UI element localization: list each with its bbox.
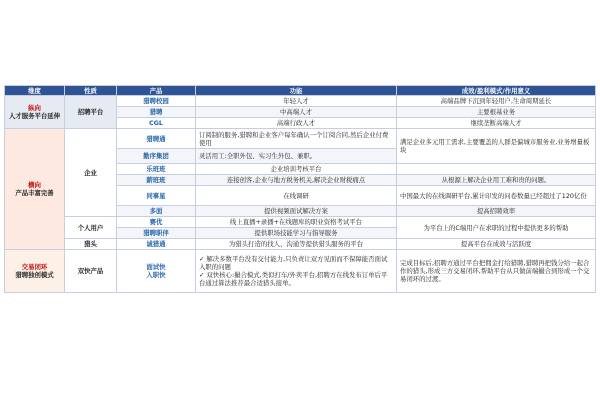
function-cell: 线上直播+录播+在线题库的职业资格考试平台 [196, 217, 397, 228]
product-cell: 猎聘职伴 [117, 228, 196, 239]
product-cell [117, 250, 196, 293]
function-cell: 中高端人才 [196, 107, 397, 118]
function-cell: 连接创客,企业与地方税务机关,解决企业财税痛点 [196, 175, 397, 186]
function-cell: 高端行政人才 [196, 118, 397, 129]
function-point-2: ✓ 双快核心:撮合模式,类似打车/外卖平台,招聘方在线发布订单后平台通过算法推荐最合适猎头接单。 [199, 271, 388, 287]
results-table [4, 85, 596, 293]
product-cell: 多面 [117, 206, 196, 217]
function-cell: 年轻人才 [196, 96, 397, 107]
header-function: 功能 [196, 86, 397, 96]
product-cell: 赛优 [117, 217, 196, 228]
outcome-cell: 继续垄断高端人才 [397, 118, 596, 129]
outcome-cell: 为平台上的C端用户在求职的过程中提供更多的帮助 [397, 217, 596, 239]
product-interview-fast: 面试快 [146, 263, 166, 271]
function-point-1: ✓ 解决多数平台没有交付能力,只负责让双方见面而不保障能否面试入职的问题 [199, 255, 388, 271]
product-cell: 勤序集团 [117, 149, 196, 164]
product-cell: 诚猎通 [117, 239, 196, 250]
outcome-cell: 提高招聘效率 [397, 206, 596, 217]
header-dimension: 维度 [5, 86, 65, 96]
nature-individual-user: 个人用户 [65, 217, 117, 239]
dimension-closed-loop [5, 250, 65, 293]
outcome-cell: 主要根基业务 [397, 107, 596, 118]
product-onboard-fast: 入职快 [146, 271, 166, 279]
outcome-cell: 高端品牌下沉到年轻用户,生命周期延长 [397, 96, 596, 107]
outcome-cell: 中国最大的在线调研平台,累计印发的问卷数量已经超过了120亿份 [397, 186, 596, 206]
table-row [5, 129, 596, 149]
results-table-container [4, 85, 595, 293]
nature-double-fast: 双快产品 [65, 250, 117, 293]
product-cell: 薪班班 [117, 175, 196, 186]
dimension-title: 纵向 [28, 104, 41, 112]
dimension-subtitle: 产品丰富完善 [15, 189, 54, 197]
product-cell: 同事星 [117, 186, 196, 206]
table-row [5, 96, 596, 107]
dimension-horizontal [5, 129, 65, 250]
header-nature: 性质 [65, 86, 117, 96]
outcome-cell: 满足企业多元用工需求,主要覆盖的人群是偏城市服务业,业务增量板块 [397, 129, 596, 164]
function-cell: 企业培训考核平台 [196, 164, 397, 175]
header-outcome: 成效/盈利模式/作用意义 [397, 86, 596, 96]
function-cell [196, 250, 397, 293]
table-header-row [5, 86, 596, 96]
dimension-title: 横向 [28, 181, 41, 189]
function-cell: 在线调研 [196, 186, 397, 206]
outcome-cell: 从根源上解决企业用工难和贵的问题。 [397, 175, 596, 186]
outcome-cell: 提高平台在成效与活跃度 [397, 239, 596, 250]
table-row [5, 250, 596, 293]
product-cell: 乐班班 [117, 164, 196, 175]
header-product: 产品 [117, 86, 196, 96]
table-row [5, 217, 596, 228]
dimension-title: 交易闭环 [21, 263, 48, 271]
nature-headhunter: 猎头 [65, 239, 117, 250]
dimension-subtitle: 人才服务平台延伸 [8, 112, 61, 120]
function-cell: 提供职场技能学习与指导服务 [196, 228, 397, 239]
function-cell: 灵活用工:全职外包、实习生外包、兼职。 [196, 149, 397, 164]
function-cell: 为猎头打造的找人、沟通等提供猎头服务的平台 [196, 239, 397, 250]
product-cell: 猎聘 [117, 107, 196, 118]
dimension-vertical [5, 96, 65, 129]
product-cell: 猎聘通 [117, 129, 196, 149]
product-cell: 猎聘校园 [117, 96, 196, 107]
nature-recruit-platform: 招聘平台 [65, 96, 117, 129]
outcome-cell [397, 164, 596, 175]
table-row [5, 239, 596, 250]
dimension-subtitle: 猎聘独创模式 [15, 271, 54, 279]
nature-enterprise: 企业 [65, 129, 117, 217]
function-cell: 提供视频面试解决方案 [196, 206, 397, 217]
function-cell: 订阅制的服务,猎聘和企业客户每年确认一个订阅合同,然后企业付费使用 [196, 129, 397, 149]
product-cell: CGL [117, 118, 196, 129]
outcome-cell: 完成目标后,招聘方通过平台把佣金打给猎聘,猎聘再把钱分给一起合作的猎头,形成三方交易闭环,帮助平台从只做前端撮合到形成一个交易闭环的过渡。 [397, 250, 596, 293]
